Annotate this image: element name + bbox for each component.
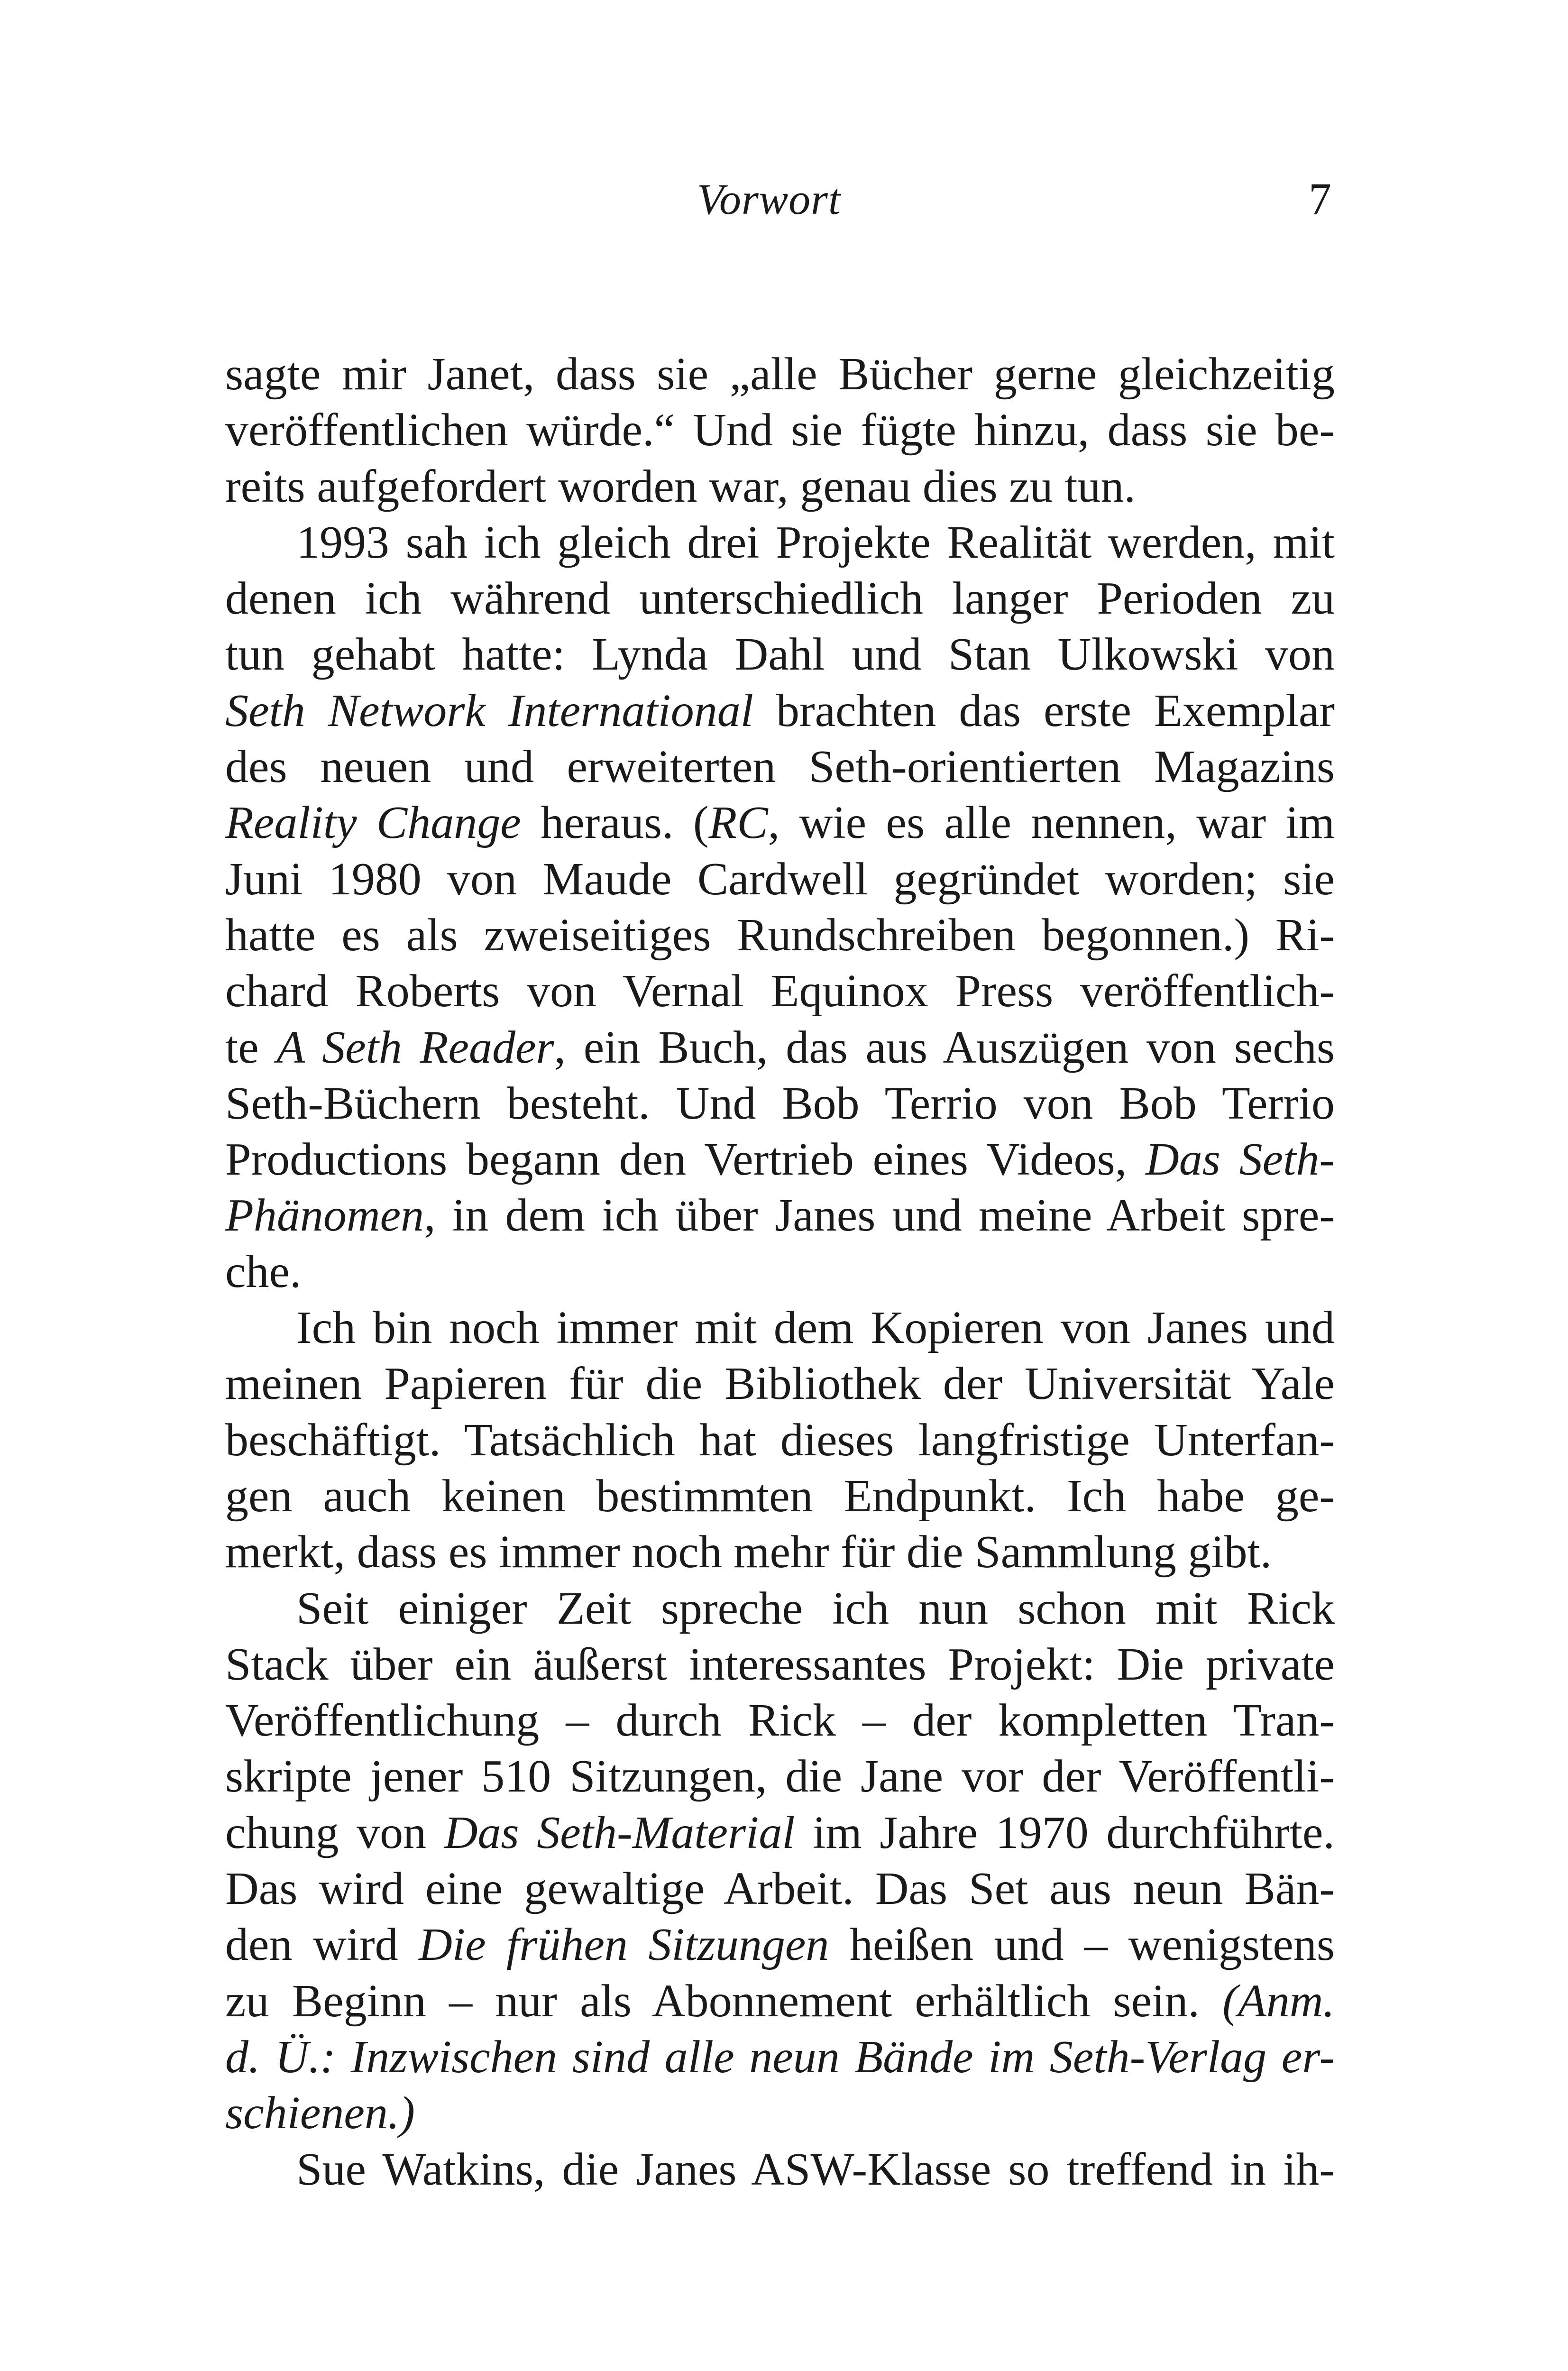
text-line: des neuen und erweiterten Seth-orientierten Magazins: [225, 741, 1335, 793]
text-line: sagte mir Janet, dass sie „alle Bücher gerne gleichzeitig: [225, 349, 1335, 400]
text-segment: im Jahre 1970 durchführte.: [795, 1807, 1335, 1858]
text-line: veröffentlichen würde.“ Und sie fügte hinzu, dass sie be-: [225, 404, 1335, 456]
text-line: skripte jener 510 Sitzungen, die Jane vor der Veröffentli-: [225, 1751, 1335, 1802]
text-line: [225, 1917, 1335, 1973]
text-segment: , wie es alle nennen, war im: [768, 797, 1335, 849]
italic-text: d. Ü.: Inzwischen sind alle neun Bände im Seth-Verlag er-: [225, 2031, 1335, 2083]
text-segment: te: [225, 1021, 277, 1073]
text-line: hatte es als zweiseitiges Rundschreiben begonnen.) Ri-: [225, 909, 1335, 961]
text-line: Ich bin noch immer mit dem Kopieren von Janes und: [296, 1302, 1335, 1354]
text-line: denen ich während unterschiedlich langer Perioden zu: [225, 573, 1335, 625]
text-line: meinen Papieren für die Bibliothek der Universität Yale: [225, 1358, 1335, 1410]
text-segment: Productions begann den Vertrieb eines Videos,: [225, 1134, 1146, 1186]
text-line: Seit einiger Zeit spreche ich nun schon mit Rick: [296, 1582, 1335, 1634]
text-line: [225, 1187, 1335, 1243]
italic-text: RC: [708, 797, 768, 849]
text-line: 1993 sah ich gleich drei Projekte Realität werden, mit: [296, 516, 1335, 568]
text-line: gen auch keinen bestimmten Endpunkt. Ich habe ge-: [225, 1470, 1335, 1522]
text-line: Juni 1980 von Maude Cardwell gegründet worden; sie: [225, 853, 1335, 905]
italic-text: Die frühen Sitzungen: [419, 1919, 829, 1971]
text-line: [225, 2029, 1335, 2085]
italic-text: A Seth Reader: [276, 1021, 554, 1073]
running-head: [0, 164, 1568, 235]
text-segment: brachten das erste Exemplar: [753, 685, 1335, 736]
text-segment: den wird: [225, 1919, 419, 1971]
italic-text: Phänomen: [225, 1190, 424, 1241]
text-line: [225, 1973, 1335, 2029]
text-line: [225, 795, 1335, 851]
text-segment: , in dem ich über Janes und meine Arbeit spre-: [424, 1190, 1335, 1241]
text-segment: heißen und – wenigstens: [829, 1919, 1335, 1971]
text-line: Das wird eine gewaltige Arbeit. Das Set aus neun Bän-: [225, 1863, 1335, 1915]
text-line: che.: [225, 1246, 302, 1297]
text-line: Sue Watkins, die Janes ASW-Klasse so treffend in ih-: [296, 2143, 1335, 2195]
italic-text: Das Seth-: [1145, 1134, 1335, 1186]
text-line: Veröffentlichung – durch Rick – der kompletten Tran-: [225, 1695, 1335, 1746]
running-head-title: Vorwort: [697, 175, 841, 223]
page-number: 7: [1309, 174, 1331, 224]
text-line: Seth-Büchern besteht. Und Bob Terrio von Bob Terrio: [225, 1077, 1335, 1129]
text-line: merkt, dass es immer noch mehr für die Sammlung gibt.: [225, 1526, 1272, 1578]
text-line: reits aufgefordert worden war, genau dies zu tun.: [225, 460, 1136, 512]
text-line: [225, 1020, 1335, 1075]
body-text: [225, 346, 1335, 2197]
text-segment: heraus. (: [521, 797, 709, 849]
text-line: chard Roberts von Vernal Equinox Press veröffentlich-: [225, 965, 1335, 1017]
text-line: Stack über ein äußerst interessantes Projekt: Die private: [225, 1638, 1335, 1690]
italic-text: (Anm.: [1222, 1975, 1335, 2027]
text-segment: zu Beginn – nur als Abonnement erhältlich sein.: [225, 1975, 1223, 2027]
text-line: [225, 1805, 1335, 1861]
italic-text: Reality Change: [225, 797, 521, 849]
text-segment: , ein Buch, das aus Auszügen von sechs: [554, 1021, 1335, 1073]
text-line: [225, 1131, 1335, 1187]
text-line: beschäftigt. Tatsächlich hat dieses langfristige Unterfan-: [225, 1414, 1335, 1466]
italic-text: schienen.): [225, 2087, 415, 2139]
italic-text: Seth Network International: [225, 685, 754, 736]
text-segment: chung von: [225, 1807, 444, 1858]
italic-text: Das Seth-Material: [444, 1807, 795, 1858]
text-line: [225, 2085, 1335, 2141]
text-line: [225, 683, 1335, 739]
text-line: tun gehabt hatte: Lynda Dahl und Stan Ulkowski von: [225, 629, 1335, 680]
